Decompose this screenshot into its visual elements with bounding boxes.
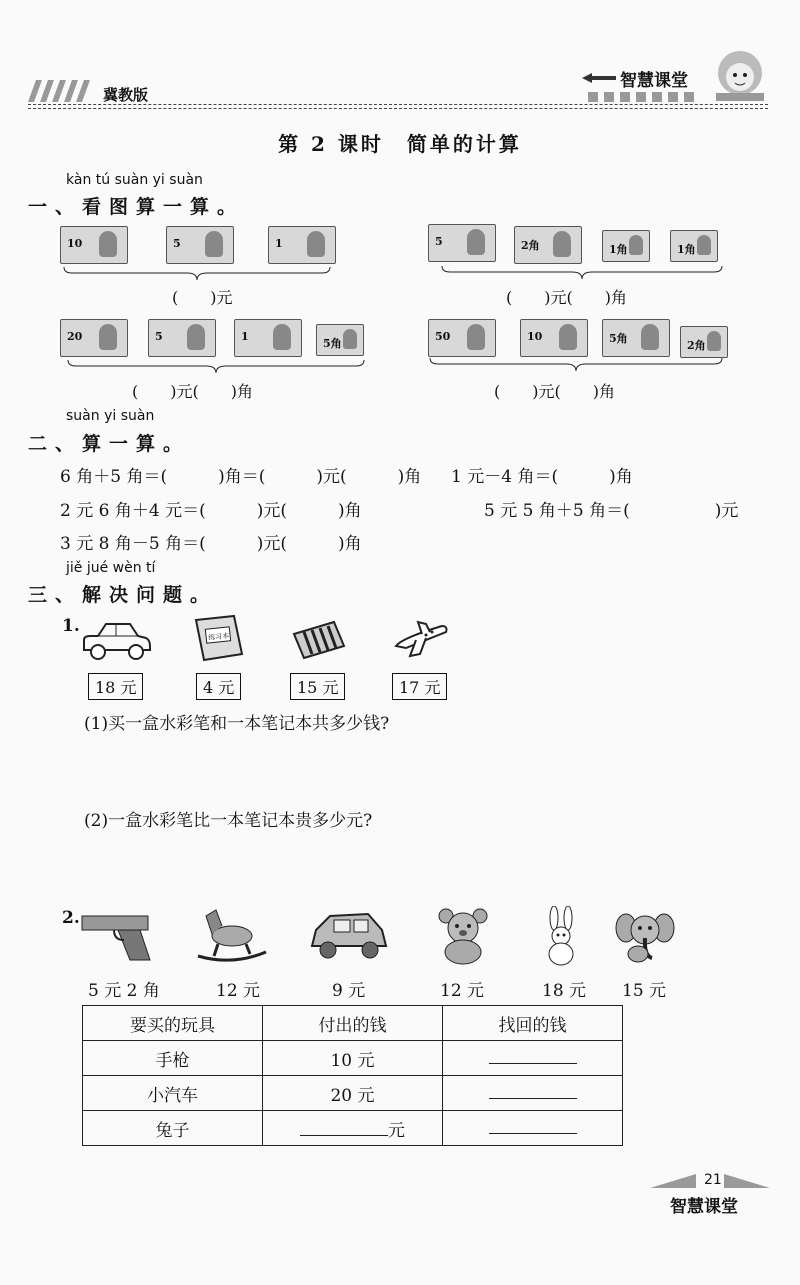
section1-pinyin: kàn tú suàn yi suàn (66, 172, 203, 188)
calc-row[interactable]: 2 元 6 角＋4 元＝( )元( )角 (60, 501, 362, 521)
table-header: 找回的钱 (443, 1006, 623, 1041)
watercolor-pens-icon (290, 618, 348, 662)
banknote: 5 (428, 224, 496, 262)
section3-pinyin: jiě jué wèn tí (66, 560, 156, 576)
paid-cell: 10 元 (263, 1041, 443, 1076)
footer-brand: 智慧课堂 (670, 1197, 738, 1217)
toy-gun-icon (80, 912, 152, 962)
section1-title: 一、看图算一算。 (28, 196, 245, 218)
calc-row[interactable]: 5 元 5 角＋5 角＝( )元 (484, 501, 739, 521)
paid-answer-cell[interactable]: 元 (263, 1111, 443, 1146)
lesson-title: 第 2 课时 简单的计算 (278, 132, 522, 156)
banknote: 1角 (670, 230, 718, 262)
table-header: 要买的玩具 (83, 1006, 263, 1041)
toy-price: 12 元 (440, 981, 485, 1001)
toy-price: 9 元 (332, 981, 366, 1001)
banknote: 5 (166, 226, 234, 264)
banknote: 1 (268, 226, 336, 264)
teddy-bear-icon (432, 906, 494, 966)
toy-change-table (82, 1005, 623, 1146)
section2-pinyin: suàn yi suàn (66, 408, 155, 424)
toy-price: 15 元 (622, 981, 667, 1001)
banknote: 2角 (514, 226, 582, 264)
calc-row[interactable]: 1 元－4 角＝( )角 (451, 467, 633, 487)
banknote: 50 (428, 319, 496, 357)
toy-cell: 兔子 (83, 1111, 263, 1146)
banknote: 1角 (602, 230, 650, 262)
table-row (83, 1076, 623, 1111)
change-answer-cell[interactable] (443, 1111, 623, 1146)
header-stripes-decoration (28, 80, 94, 102)
answer-blank[interactable]: ( )元( )角 (132, 382, 253, 401)
brace (62, 265, 332, 281)
price-box: 18 元 (88, 673, 143, 700)
header-dots-decoration (588, 92, 708, 102)
subquestion-1: (1)买一盒水彩笔和一本笔记本共多少钱? (84, 714, 390, 734)
header-divider (28, 108, 768, 109)
price-box: 17 元 (392, 673, 447, 700)
toy-cell: 小汽车 (83, 1076, 263, 1111)
elephant-icon (614, 908, 676, 964)
answer-blank[interactable]: ( )元( )角 (506, 288, 627, 307)
paid-cell: 20 元 (263, 1076, 443, 1111)
question-number: 2. (62, 908, 80, 928)
banknote: 5角 (316, 324, 364, 356)
page-number: 21 (704, 1172, 722, 1188)
banknote: 10 (60, 226, 128, 264)
banknote: 2角 (680, 326, 728, 358)
car-icon (80, 618, 152, 664)
table-header: 付出的钱 (263, 1006, 443, 1041)
rabbit-icon (540, 906, 582, 968)
brace (428, 356, 724, 372)
header-brand: 智慧课堂 (620, 71, 688, 91)
price-box: 15 元 (290, 673, 345, 700)
svg-text:练习本: 练习本 (207, 631, 230, 643)
toy-car-icon (308, 906, 390, 964)
section2-title: 二、算一算。 (28, 433, 191, 455)
rocking-horse-icon (196, 906, 268, 964)
banknote: 1 (234, 319, 302, 357)
arrow-icon (582, 73, 616, 83)
price-box: 4 元 (196, 673, 241, 700)
notebook-icon (190, 614, 246, 664)
subquestion-2: (2)一盒水彩笔比一本笔记本贵多少元? (84, 811, 373, 831)
change-answer-cell[interactable] (443, 1076, 623, 1111)
edition-label: 冀教版 (103, 86, 149, 104)
toy-price: 5 元 2 角 (88, 981, 160, 1001)
table-row (83, 1111, 623, 1146)
toy-cell: 手枪 (83, 1041, 263, 1076)
calc-row[interactable]: 6 角＋5 角＝( )角＝( )元( )角 (60, 467, 422, 487)
section3-title: 三、解决问题。 (28, 584, 218, 606)
calc-row[interactable]: 3 元 8 角－5 角＝( )元( )角 (60, 534, 362, 554)
banknote: 20 (60, 319, 128, 357)
answer-blank[interactable]: ( )元( )角 (494, 382, 615, 401)
girl-mascot-icon (710, 45, 770, 105)
change-answer-cell[interactable] (443, 1041, 623, 1076)
brace (66, 358, 366, 374)
airplane-icon (392, 616, 450, 660)
brace (440, 264, 724, 280)
banknote: 5角 (602, 319, 670, 357)
question-number: 1. (62, 616, 80, 636)
banknote: 10 (520, 319, 588, 357)
toy-price: 12 元 (216, 981, 261, 1001)
toy-price: 18 元 (542, 981, 587, 1001)
table-row (83, 1041, 623, 1076)
banknote: 5 (148, 319, 216, 357)
answer-blank[interactable]: ( )元 (172, 288, 233, 307)
header-divider (28, 104, 768, 105)
